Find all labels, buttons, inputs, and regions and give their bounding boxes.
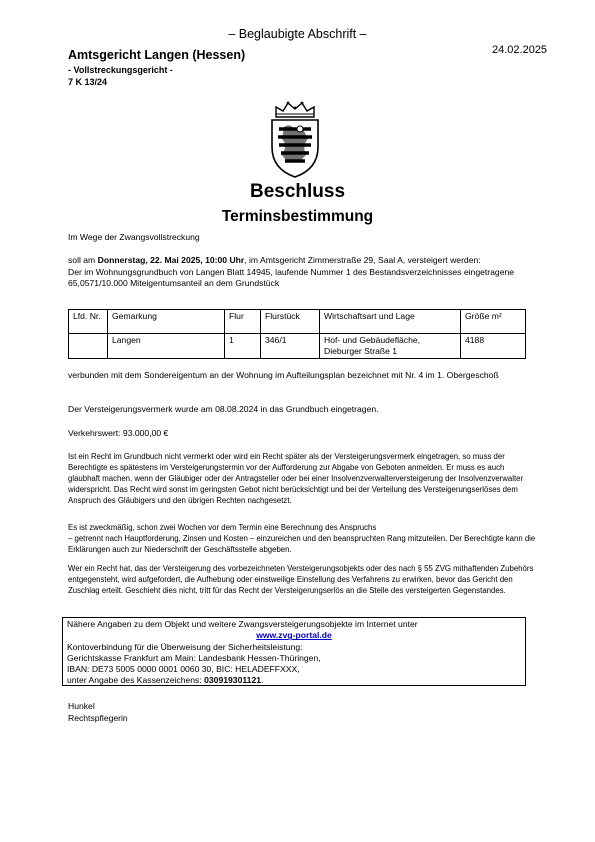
objection-notice: Wer ein Recht hat, das der Versteigerung des vorbezeichneten Versteigerungsobjekts oder des nach § 55 ZVG mithaftenden Zubehörs entgegensteht, wird aufgefordert, die Aufhebung oder einstweilige Einstellung des Verfahrens zu erwirken, bevor das Gericht den Zuschlag erteilt. Geschieht dies nicht, tritt für das Recht der Versteigerungserlös an die Stelle des versteigerten Gegenstandes.	[68, 564, 534, 595]
hessen-coat-of-arms-icon	[264, 99, 326, 179]
cash-reference-line	[67, 675, 521, 686]
signatory-role: Rechtspflegerin	[68, 713, 128, 723]
auction-date-paragraph	[68, 255, 538, 290]
court-name: Amtsgericht Langen (Hessen)	[68, 48, 246, 62]
column-header: Flurstück	[261, 310, 320, 334]
bank-name: Gerichtskasse Frankfurt am Main: Landesbank Hessen-Thüringen,	[67, 652, 321, 663]
condominium-text: verbunden mit dem Sondereigentum an der Wohnung im Aufteilungsplan bezeichnet mit Nr. 4 im 1. Obergeschoß	[68, 370, 499, 380]
court-department: - Vollstreckungsgericht -	[68, 65, 173, 75]
file-number: 7 K 13/24	[68, 77, 108, 87]
bank-info-title: Kontoverbindung für die Überweisung der Sicherheitsleistung:	[67, 641, 303, 652]
table-cell: Hof- und Gebäudefläche, Dieburger Straße 1	[320, 334, 461, 359]
cash-reference-suffix: .	[261, 675, 264, 686]
claim-notice-line-1: Es ist zweckmäßig, schon zwei Wochen vor dem Termin eine Berechnung des Anspruchs	[68, 523, 377, 532]
signatory-name: Hunkel	[68, 701, 95, 711]
table-cell: 4188	[461, 334, 526, 359]
registration-notice: Ist ein Recht im Grundbuch nicht vermerkt oder wird ein Recht später als der Versteigerungsvermerk eingetragen, so muss der Berechtigte es spätestens im Versteigerungstermin vor der Aufforderung zur Abgabe von Geboten anmelden. Er muss es auch glaubhaft machen, wenn der Gläubiger oder der Antragsteller oder bei einer Insolvenzverwalterversteigerung der Insolvenzverwalter widerspricht. Das Recht wird sonst im geringsten Gebot nicht berücksichtigt und bei der Verteilung des Versteigerungserlöses dem Anspruch des Gläubigers und den übrigen Rechten nachgesetzt.	[68, 452, 524, 505]
auction-note-text: Der Versteigerungsvermerk wurde am 08.08.2024 in das Grundbuch eingetragen.	[68, 404, 379, 414]
column-header: Größe m²	[461, 310, 526, 334]
property-table	[68, 309, 526, 359]
column-header: Gemarkung	[108, 310, 225, 334]
column-header: Flur	[225, 310, 261, 334]
internet-info-text: Nähere Angaben zu dem Objekt und weitere Zwangsversteigerungsobjekte im Internet unter	[67, 619, 418, 629]
document-date: 24.02.2025	[492, 44, 548, 56]
column-header: Lfd. Nr.	[69, 310, 108, 334]
document-title: Beschluss	[249, 181, 346, 202]
table-cell	[69, 334, 108, 359]
table-row	[69, 334, 526, 359]
claim-calculation-notice	[68, 522, 538, 555]
intro-text: Im Wege der Zwangsvollstreckung	[68, 232, 200, 242]
land-register-text: Der im Wohnungsgrundbuch von Langen Blatt 14945, laufende Nummer 1 des Bestandsverzeichnisses eingetragene 65,0571/10.000 Miteigentumsanteil an dem Grundstück	[68, 266, 515, 288]
table-cell: 346/1	[261, 334, 320, 359]
document-subtitle: Terminsbestimmung	[221, 208, 374, 225]
info-box	[62, 617, 526, 686]
market-value: Verkehrswert: 93.000,00 €	[68, 428, 169, 438]
table-header-row	[69, 310, 526, 334]
certified-copy-label: – Beglaubigte Abschrift –	[228, 27, 367, 41]
bank-iban: IBAN: DE73 5005 0000 0001 0060 30, BIC: HELADEFFXXX,	[67, 664, 300, 675]
cash-reference: 030919301121	[204, 675, 262, 686]
claim-notice-line-2: – getrennt nach Hauptforderung, Zinsen und Kosten – einzureichen und den beanspruchten Rang mitzuteilen. Der Berechtigte kann die Erklärungen auch zur Niederschrift der Geschäftsstelle abgeben.	[68, 534, 536, 554]
zvg-portal-link[interactable]: www.zvg-portal.de	[256, 630, 332, 641]
table-cell: 1	[225, 334, 261, 359]
auction-date-prefix: soll am	[68, 255, 98, 265]
table-cell: Langen	[108, 334, 225, 359]
auction-date: Donnerstag, 22. Mai 2025, 10:00 Uhr	[97, 255, 245, 265]
column-header: Wirtschaftsart und Lage	[320, 310, 461, 334]
cash-reference-label: unter Angabe des Kassenzeichens:	[67, 675, 205, 686]
auction-date-suffix: , im Amtsgericht Zimmerstraße 29, Saal A, versteigert werden:	[244, 255, 481, 265]
